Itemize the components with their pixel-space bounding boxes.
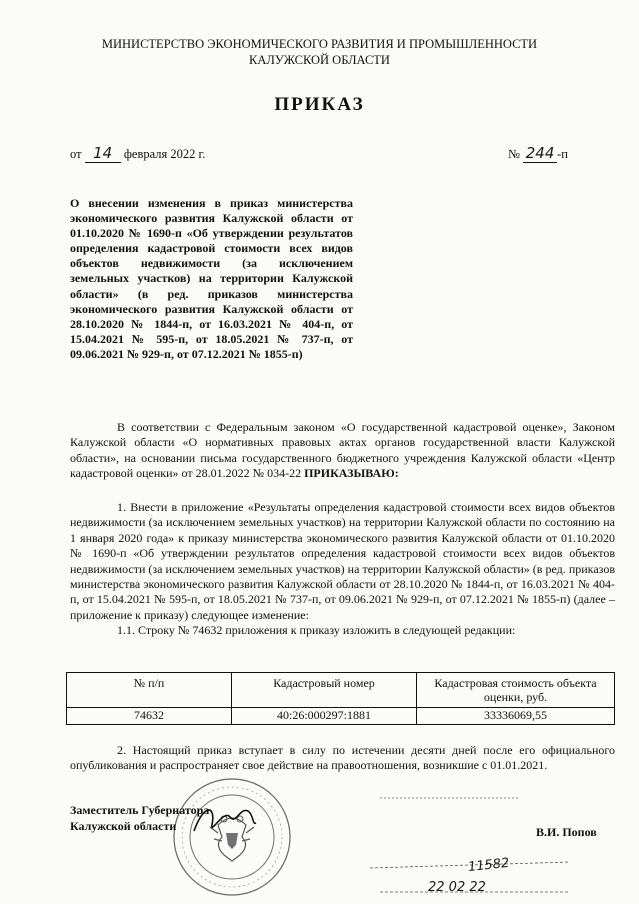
cadastral-table (66, 672, 615, 725)
document-title: ПРИКАЗ (274, 94, 365, 115)
signatory-position-line1: Заместитель Губернатора (70, 803, 210, 817)
date-suffix: февраля 2022 г. (123, 147, 206, 161)
ministry-name-line1: МИНИСТЕРСТВО ЭКОНОМИЧЕСКОГО РАЗВИТИЯ И ПРОМЫШЛЕННОСТИ (101, 37, 538, 51)
table-header-cell: Кадастровая стоимость объекта оценки, руб. (417, 673, 615, 708)
date-prefix: от (70, 147, 82, 161)
number-prefix: № (508, 147, 520, 161)
table-cell: 33336069,55 (417, 708, 615, 725)
table-cell: 40:26:000297:1881 (232, 708, 417, 725)
registration-number-handwritten: 11582 (467, 855, 511, 876)
item-2-paragraph (70, 743, 615, 774)
signatory-position-line2: Калужской области (70, 819, 177, 833)
order-date (70, 144, 205, 163)
order-number (508, 144, 568, 163)
order-subject: О внесении изменения в приказ министерства экономического развития Калужской области от 01.10.2020 № 1690-п «Об утверждении результатов определения кадастровой стоимости всех видов объектов недвижимости (за исключением земельных участков) на территории Калужской области» (в ред. приказов министерства экономического развития Калужской области от 28.10.2020 № 1844-п, от 16.03.2021 № 404-п, от 15.04.2021 № 595-п, от 18.05.2021 № 737-п, от 09.06.2021 № 929-п, от 07.12.2021 № 1855-п) (70, 196, 353, 361)
table-header-cell: Кадастровый номер (232, 673, 417, 708)
registration-date-handwritten: 22 02 22 (428, 880, 486, 895)
item-1-paragraph (70, 500, 615, 639)
preamble-text: В соответствии с Федеральным законом «О государственной кадастровой оценке», Законом Калужской области «О нормативных правовых актах органов государственной власти Калужской области», на основании письма государственного бюджетного учреждения Калужской области «Центр кадастровой оценки» от 28.01.2022 № 034-22 (70, 420, 615, 481)
ministry-header (0, 36, 639, 68)
signatory-name: В.И. Попов (536, 825, 597, 839)
preamble-paragraph (70, 420, 615, 482)
date-day-handwritten: 14 (85, 144, 121, 163)
order-word: ПРИКАЗЫВАЮ: (304, 466, 399, 481)
item-1-1-text: 1.1. Строку № 74632 приложения к приказу изложить в следующей редакции: (117, 623, 516, 638)
item-1-text: 1. Внести в приложение «Результаты определения кадастровой стоимости всех видов объектов недвижимости (за исключением земельных участков) на территории Калужской области по состоянию на 1 января 2020 года» к приказу министерства экономического развития Калужской области от 01.10.2020 № 1690-п «Об утверждении результатов определения кадастровой стоимости всех видов объектов недвижимости (за исключением земельных участков) на территории Калужской области» (в ред. приказов министерства экономического развития Калужской области от 28.10.2020 № 1844-п, от 16.03.2021 № 404-п, от 15.04.2021 № 595-п, от 18.05.2021 № 737-п, от 09.06.2021 № 929-п, от 07.12.2021 № 1855-п) (далее – приложение к приказу) следующее изменение: (70, 500, 615, 622)
ministry-name-line2: КАЛУЖСКОЙ ОБЛАСТИ (249, 53, 390, 67)
signatory-position (70, 802, 209, 834)
table-header-row (67, 673, 615, 708)
table-header-cell: № п/п (67, 673, 232, 708)
table-row (67, 708, 615, 725)
table-cell: 74632 (67, 708, 232, 725)
number-value-handwritten: 244 (523, 144, 557, 163)
item-2-text: 2. Настоящий приказ вступает в силу по истечении десяти дней после его официального опубликования и распространяет свое действие на правоотношения, возникшие с 01.01.2021. (70, 743, 615, 773)
number-suffix: -п (557, 147, 568, 161)
